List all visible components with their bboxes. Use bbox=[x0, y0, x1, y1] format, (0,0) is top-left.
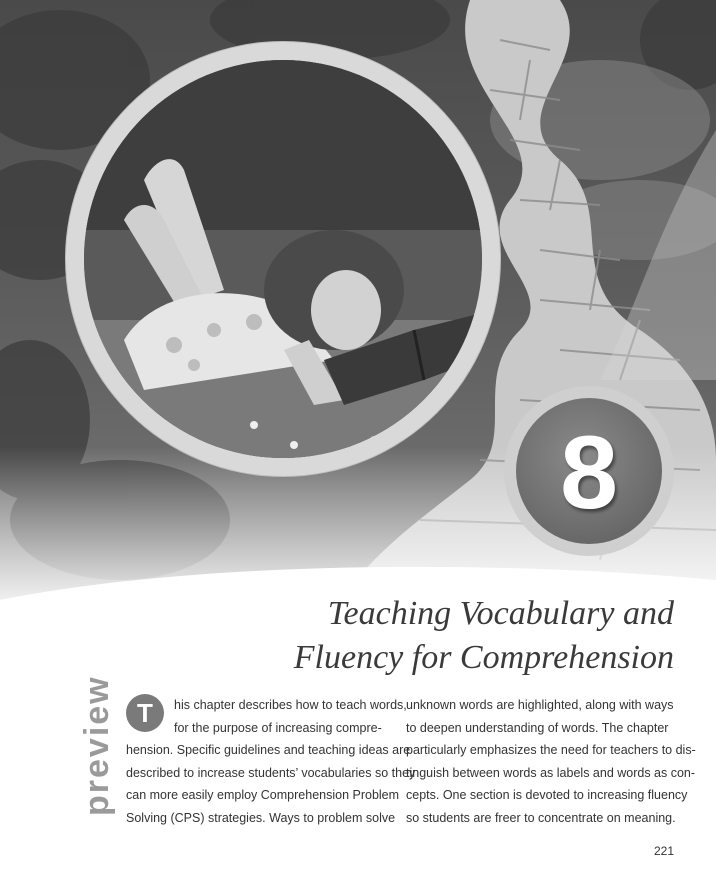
body-text-line: unknown words are highlighted, along with ways bbox=[406, 698, 674, 712]
body-text-line: his chapter describes how to teach words, bbox=[174, 698, 407, 712]
chapter-title-line-1: Teaching Vocabulary and bbox=[327, 595, 674, 632]
body-text-line: tinguish between words as labels and words as con- bbox=[406, 765, 696, 780]
body-text-line: described to increase students’ vocabularies so they bbox=[126, 765, 416, 780]
drop-cap: T bbox=[126, 694, 164, 732]
preview-label: preview bbox=[78, 675, 116, 816]
body-text-line: hension. Specific guidelines and teaching ideas are bbox=[126, 743, 411, 758]
body-text-line: can more easily employ Comprehension Problem bbox=[126, 788, 400, 803]
preview-column-1 bbox=[126, 694, 416, 830]
page-number: 221 bbox=[653, 844, 674, 858]
body-text-line: cepts. One section is devoted to increasing fluency bbox=[406, 788, 688, 803]
chapter-title-line-2: Fluency for Comprehension bbox=[293, 639, 674, 676]
chapter-number: 8 bbox=[560, 415, 618, 531]
body-text-line: so students are freer to concentrate on meaning. bbox=[406, 810, 676, 825]
body-text-line: for the purpose of increasing compre- bbox=[174, 720, 382, 735]
chapter-title bbox=[154, 592, 674, 680]
body-text-line: Solving (CPS) strategies. Ways to problem solve bbox=[126, 810, 396, 825]
body-text-line: particularly emphasizes the need for teachers to dis- bbox=[406, 743, 696, 758]
body-text-line: to deepen understanding of words. The chapter bbox=[406, 720, 669, 735]
chapter-number-badge bbox=[504, 386, 674, 556]
inset-photo-frame bbox=[66, 42, 500, 476]
preview-column-2 bbox=[406, 694, 696, 830]
chapter-number-circle bbox=[516, 398, 662, 544]
girl-reading-photo bbox=[84, 60, 482, 458]
